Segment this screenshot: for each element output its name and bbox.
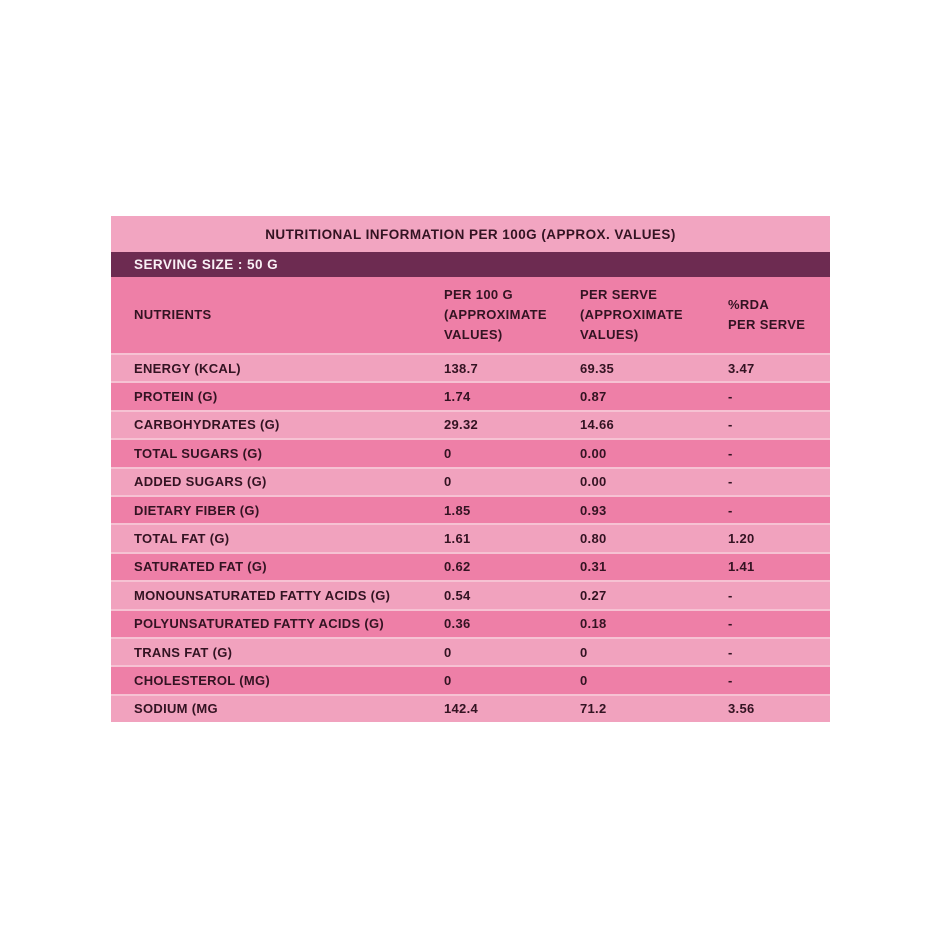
value-rda-per-serve: 3.56: [728, 701, 755, 717]
value-per-serve: 69.35: [580, 360, 615, 376]
value-per-serve: 0.00: [580, 445, 607, 461]
nutrient-name: DIETARY FIBER (G): [134, 502, 260, 518]
nutrient-name: POLYUNSATURATED FATTY ACIDS (G): [134, 616, 385, 632]
table-title: NUTRITIONAL INFORMATION PER 100G (APPROX. VALUES): [265, 226, 676, 242]
serving-size-bar: [111, 252, 830, 277]
table-row: [111, 523, 830, 551]
value-per-serve: 0.00: [580, 474, 607, 490]
value-rda-per-serve: -: [728, 616, 733, 632]
value-per-100g: 0.54: [444, 587, 471, 603]
value-rda-per-serve: -: [728, 445, 733, 461]
value-per-serve: 14.66: [580, 417, 615, 433]
value-per-100g: 1.74: [444, 389, 471, 405]
value-rda-per-serve: -: [728, 389, 733, 405]
value-per-100g: 0: [444, 644, 452, 660]
table-row: [111, 467, 830, 495]
table-row: [111, 694, 830, 722]
table-row: [111, 495, 830, 523]
table-row: [111, 353, 830, 381]
nutrient-name: PROTEIN (G): [134, 389, 218, 405]
nutrient-name: ENERGY (KCAL): [134, 360, 241, 376]
nutrition-facts-table: [111, 216, 830, 722]
value-per-100g: 1.85: [444, 502, 471, 518]
table-header-row: [111, 277, 830, 353]
value-per-100g: 142.4: [444, 701, 479, 717]
value-per-serve: 0.31: [580, 559, 607, 575]
value-per-100g: 0.62: [444, 559, 471, 575]
value-per-serve: 0.80: [580, 531, 607, 547]
table-title-row: [111, 216, 830, 252]
value-rda-per-serve: -: [728, 417, 733, 433]
value-per-100g: 0: [444, 474, 452, 490]
serving-size-label: SERVING SIZE : 50 G: [134, 257, 279, 272]
value-per-100g: 1.61: [444, 531, 471, 547]
column-header-nutrients: NUTRIENTS: [134, 307, 212, 322]
table-row: [111, 637, 830, 665]
column-header-rda-per-serve: %RDA PER SERVE: [728, 297, 806, 332]
value-per-100g: 0.36: [444, 616, 471, 632]
value-rda-per-serve: 1.20: [728, 531, 755, 547]
nutrient-name: SODIUM (MG: [134, 701, 218, 717]
table-row: [111, 665, 830, 693]
value-rda-per-serve: 1.41: [728, 559, 755, 575]
value-rda-per-serve: -: [728, 672, 733, 688]
value-per-serve: 0.18: [580, 616, 607, 632]
value-per-100g: 0: [444, 445, 452, 461]
column-header-per-serve: PER SERVE (APPROXIMATE VALUES): [580, 287, 683, 342]
nutrient-name: ADDED SUGARS (G): [134, 474, 267, 490]
table-row: [111, 552, 830, 580]
value-rda-per-serve: 3.47: [728, 360, 755, 376]
nutrient-name: SATURATED FAT (G): [134, 559, 267, 575]
value-per-100g: 0: [444, 672, 452, 688]
nutrient-name: TOTAL SUGARS (G): [134, 445, 263, 461]
value-per-serve: 0.27: [580, 587, 607, 603]
value-rda-per-serve: -: [728, 474, 733, 490]
column-header-per-100g: PER 100 G (APPROXIMATE VALUES): [444, 287, 547, 342]
nutrient-name: CARBOHYDRATES (G): [134, 417, 280, 433]
value-per-serve: 0: [580, 644, 588, 660]
table-body: [111, 353, 830, 722]
nutrient-name: CHOLESTEROL (MG): [134, 672, 270, 688]
value-rda-per-serve: -: [728, 502, 733, 518]
nutrient-name: MONOUNSATURATED FATTY ACIDS (G): [134, 587, 391, 603]
nutrient-name: TRANS FAT (G): [134, 644, 233, 660]
table-row: [111, 381, 830, 409]
value-per-serve: 71.2: [580, 701, 607, 717]
table-row: [111, 410, 830, 438]
table-row: [111, 609, 830, 637]
value-per-100g: 138.7: [444, 360, 479, 376]
value-per-serve: 0.93: [580, 502, 607, 518]
value-rda-per-serve: -: [728, 587, 733, 603]
value-rda-per-serve: -: [728, 644, 733, 660]
nutrient-name: TOTAL FAT (G): [134, 531, 230, 547]
table-row: [111, 580, 830, 608]
table-row: [111, 438, 830, 466]
value-per-serve: 0: [580, 672, 588, 688]
value-per-serve: 0.87: [580, 389, 607, 405]
value-per-100g: 29.32: [444, 417, 479, 433]
